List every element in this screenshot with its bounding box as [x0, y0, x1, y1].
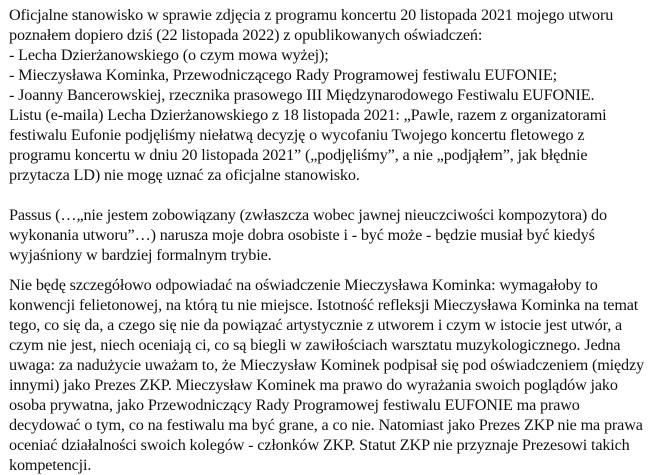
paragraph-1-line-3: - Lecha Dzierżanowskiego (o czym mowa wyżej);: [9, 46, 329, 64]
paragraph-1-line-1: Oficjalne stanowisko w sprawie zdjęcia z programu koncertu 20 listopada 2021 mojego utworu: [9, 6, 614, 24]
paragraph-2-line-3: wyjaśniony w bardziej formalnym trybie.: [9, 246, 272, 264]
paragraph-1-line-6: Listu (e-maila) Lecha Dzierżanowskiego z 18 listopada 2021: „Pawle, razem z organizatorami: [9, 106, 607, 124]
paragraph-3-line-5: uwaga: za nadużycie uważam to, że Mieczysław Kominek podpisał się pod oświadczeniem (między: [9, 356, 644, 374]
paragraph-3-line-1: Nie będę szczegółowo odpowiadać na oświadczenie Mieczysława Kominka: wymagałoby to: [9, 276, 598, 294]
paragraph-3-line-2: konwencji felietonowej, na którą tu nie miejsce. Istotność refleksji Mieczysława Kominka na temat: [9, 296, 639, 314]
paragraph-3-line-8: decydować o tym, co na festiwalu ma być grane, a co nie. Natomiast jako Prezes ZKP nie ma prawa: [9, 416, 643, 434]
paragraph-3-line-6: innymi) jako Prezes ZKP. Mieczysław Kominek ma prawo do wyrażania swoich poglądów jako: [9, 376, 618, 394]
paragraph-2-line-2: wykonania utworu”…) narusza moje dobra osobiste i - być może - będzie musiał być kiedyś: [9, 226, 595, 244]
paragraph-1-line-4: - Mieczysława Kominka, Przewodniczącego Rady Programowej festiwalu EUFONIE;: [9, 66, 557, 84]
paragraph-3-line-10: kompetencji.: [9, 456, 92, 474]
paragraph-1-line-9: przytacza LD) nie mogę uznać za oficjalne stanowisko.: [9, 166, 360, 184]
paragraph-1-line-5: - Joanny Bancerowskiej, rzecznika prasowego III Międzynarodowego Festiwalu EUFONIE.: [9, 86, 595, 104]
paragraph-1-line-7: festiwalu Eufonie podjęliśmy niełatwą decyzję o wycofaniu Twojego koncertu fletowego z: [9, 126, 585, 144]
paragraph-3-line-3: tego, co się da, a czego się nie da powiązać artystycznie z utworem i czym w istocie jest utwór, a: [9, 316, 623, 334]
paragraph-3-line-7: osoba prywatna, jako Przewodniczący Rady Programowej festiwalu EUFONIE ma prawo: [9, 396, 580, 414]
paragraph-2-line-1: Passus (…„nie jestem zobowiązany (zwłaszcza wobec jawnej nieuczciwości kompozytora) do: [9, 206, 607, 224]
paragraph-1-line-2: poznałem dopiero dziś (22 listopada 2022) z opublikowanych oświadczeń:: [9, 26, 483, 44]
paragraph-1-line-8: programu koncertu w dniu 20 listopada 2021” („podjęliśmy”, a nie „podjąłem”, jak błędnie: [9, 146, 588, 164]
paragraph-3-line-4: czym nie jest, niech oceniają ci, co są biegli w zawiłościach warsztatu muzykologicznego. Jedna: [9, 336, 621, 354]
paragraph-3-line-9: oceniać działalności swoich kolegów - członków ZKP. Statut ZKP nie przyznaje Prezesowi takich: [9, 436, 630, 454]
